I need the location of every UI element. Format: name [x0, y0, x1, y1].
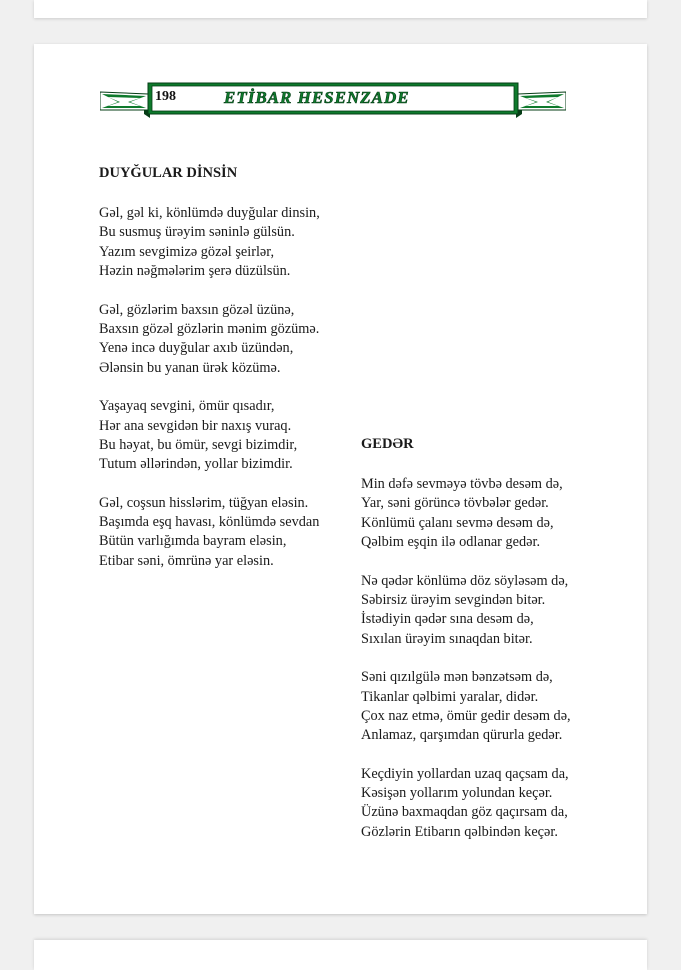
verse-line: Yar, səni görüncə tövbələr gedər. [361, 495, 549, 512]
stanza-3 [361, 668, 641, 746]
verse-line: Anlamaz, qarşımdan qürurla gedər. [361, 727, 563, 744]
page-number: 198 [155, 89, 176, 104]
verse-line: Gəl, gözlərim baxsın gözəl üzünə, [99, 301, 295, 318]
verse-line: Gəl, gəl ki, könlümdə duyğular dinsin, [99, 205, 320, 221]
book-page [34, 44, 647, 914]
verse-line: İstədiyin qədər sına desəm də, [361, 611, 534, 628]
verse-line: Bu susmuş ürəyim səninlə gülsün. [99, 224, 295, 241]
verse-line: Yenə incə duyğular axıb üzündən, [99, 340, 294, 357]
verse-line: Nə qədər könlümə döz söyləsəm də, [361, 572, 569, 589]
stanza-2 [99, 301, 389, 379]
verse-line: Keçdiyin yollardan uzaq qaçsam da, [361, 765, 569, 782]
verse-line: Tutum əllərindən, yollar bizimdir. [99, 456, 293, 473]
stanza-1 [99, 204, 389, 282]
verse-line: Həzin nəğmələrim şerə düzülsün. [99, 263, 291, 280]
stanza-4 [361, 765, 641, 843]
verse-line: Qəlbim eşqin ilə odlanar gedər. [361, 534, 541, 551]
verse-line: Başımda eşq havası, könlümdə sevdan [99, 514, 320, 531]
next-page [34, 940, 647, 970]
poem-title: DUYĞULAR DİNSİN [99, 165, 238, 181]
verse-line: Səbirsiz ürəyim sevgindən bitər. [361, 591, 546, 608]
stanza-2 [361, 572, 641, 650]
verse-line: Tikanlar qəlbimi yaralar, didər. [361, 688, 539, 705]
poem-title: GEDƏR [361, 436, 414, 452]
author-name: ETİBAR HESENZADE [224, 88, 410, 107]
verse-line: Bütün varlığımda bayram eləsin, [99, 533, 287, 550]
verse-line: Bu həyat, bu ömür, sevgi bizimdir, [99, 436, 298, 453]
verse-line: Yazım sevgimizə gözəl şeirlər, [99, 243, 275, 260]
poem-geder [361, 435, 641, 861]
verse-line: Baxsın gözəl gözlərin mənim gözümə. [99, 320, 320, 337]
poem-duygular-dinsin [99, 164, 389, 590]
verse-line: Gözlərin Etibarın qəlbindən keçər. [361, 823, 558, 840]
verse-line: Hər ana sevgidən bir naxış vuraq. [99, 417, 292, 434]
verse-line: Çox naz etmə, ömür gedir desəm də, [361, 707, 571, 724]
verse-line: Kəsişən yollarım yolundan keçər. [361, 785, 553, 802]
stanza-4 [99, 494, 389, 572]
verse-line: Səni qızılgülə mən bənzətsəm də, [361, 669, 553, 686]
verse-line: Etibar səni, ömrünə yar eləsin. [99, 552, 274, 569]
verse-line: Sıxılan ürəyim sınaqdan bitər. [361, 630, 533, 647]
verse-line: Üzünə baxmaqdan göz qaçırsam da, [361, 804, 568, 821]
previous-page [34, 0, 647, 18]
verse-line: Gəl, coşsun hisslərim, tüğyan eləsin. [99, 494, 309, 511]
stanza-1 [361, 475, 641, 553]
verse-line: Könlümü çalanı sevmə desəm də, [361, 514, 554, 531]
verse-line: Ələnsin bu yanan ürək közümə. [99, 359, 281, 376]
verse-line: Yaşayaq sevgini, ömür qısadır, [99, 398, 275, 415]
stanza-3 [99, 397, 389, 475]
page-header-banner [100, 80, 566, 126]
verse-line: Min dəfə sevməyə tövbə desəm də, [361, 476, 563, 492]
